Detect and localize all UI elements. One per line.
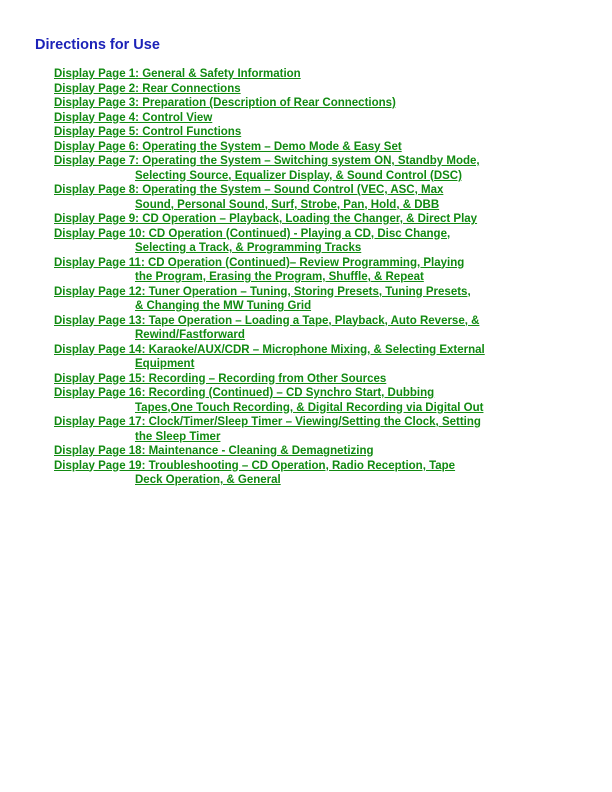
toc-link-text-continued: the Program, Erasing the Program, Shuffle, & Repeat xyxy=(135,271,424,283)
toc-link-text: Display Page 19: Troubleshooting – CD Operation, Radio Reception, Tape xyxy=(54,459,456,472)
toc-link-page-2[interactable] xyxy=(54,82,524,97)
toc-link-page-11[interactable] xyxy=(54,256,524,285)
toc-link-text-continued: Selecting a Track, & Programming Tracks xyxy=(135,242,362,254)
toc-link-page-13[interactable] xyxy=(54,314,524,343)
toc-link-text: Display Page 17: Clock/Timer/Sleep Timer – Viewing/Setting the Clock, Setting xyxy=(54,416,481,428)
toc-link-text: Display Page 18: Maintenance - Cleaning & Demagnetizing xyxy=(54,445,374,457)
toc-link-page-19[interactable] xyxy=(54,459,524,488)
toc-item-1 xyxy=(54,67,524,82)
toc-item-2 xyxy=(54,82,524,97)
toc-item-4 xyxy=(54,111,524,126)
toc-item-11 xyxy=(54,256,524,285)
toc-link-page-15[interactable] xyxy=(54,372,524,387)
toc-list xyxy=(54,67,524,488)
toc-item-8 xyxy=(54,183,524,212)
toc-link-page-9[interactable] xyxy=(54,212,524,227)
toc-link-text: Display Page 16: Recording (Continued) – CD Synchro Start, Dubbing xyxy=(54,387,435,399)
toc-link-text: Display Page 9: CD Operation – Playback, Loading the Changer, & Direct Play xyxy=(54,213,478,225)
toc-link-text: Display Page 2: Rear Connections xyxy=(54,82,241,95)
toc-link-text-continued: Selecting Source, Equalizer Display, & Sound Control (DSC) xyxy=(135,169,462,182)
toc-item-17 xyxy=(54,415,524,444)
toc-item-14 xyxy=(54,343,524,372)
toc-link-text-continued: Sound, Personal Sound, Surf, Strobe, Pan, Hold, & DBB xyxy=(135,198,440,211)
toc-link-page-4[interactable] xyxy=(54,111,524,126)
toc-link-page-18[interactable] xyxy=(54,444,524,459)
toc-link-text: Display Page 12: Tuner Operation – Tuning, Storing Presets, Tuning Presets, xyxy=(54,285,471,298)
toc-item-13 xyxy=(54,314,524,343)
toc-item-18 xyxy=(54,444,524,459)
toc-link-page-5[interactable] xyxy=(54,125,524,140)
toc-link-page-8[interactable] xyxy=(54,183,524,212)
toc-link-text-continued: the Sleep Timer xyxy=(135,430,221,443)
toc-link-text: Display Page 4: Control View xyxy=(54,111,213,124)
toc-link-page-7[interactable] xyxy=(54,154,524,183)
toc-link-page-16[interactable] xyxy=(54,386,524,415)
toc-link-text-continued: Equipment xyxy=(135,358,195,370)
toc-item-15 xyxy=(54,372,524,387)
toc-link-text: Display Page 3: Preparation (Description of Rear Connections) xyxy=(54,97,396,109)
toc-link-text-continued: Tapes,One Touch Recording, & Digital Recording via Digital Out xyxy=(135,401,484,414)
toc-item-10 xyxy=(54,227,524,256)
toc-link-text: Display Page 13: Tape Operation – Loading a Tape, Playback, Auto Reverse, & xyxy=(54,314,480,327)
toc-link-page-6[interactable] xyxy=(54,140,524,155)
toc-item-9 xyxy=(54,212,524,227)
toc-link-text: Display Page 5: Control Functions xyxy=(54,126,242,138)
toc-link-text: Display Page 8: Operating the System – Sound Control (VEC, ASC, Max xyxy=(54,184,444,196)
toc-link-page-10[interactable] xyxy=(54,227,524,256)
toc-link-text: Display Page 6: Operating the System – Demo Mode & Easy Set xyxy=(54,140,402,153)
toc-item-5 xyxy=(54,125,524,140)
toc-link-text: Display Page 10: CD Operation (Continued) - Playing a CD, Disc Change, xyxy=(54,227,451,240)
toc-link-page-14[interactable] xyxy=(54,343,524,372)
toc-link-text-continued: Rewind/Fastforward xyxy=(135,329,245,341)
toc-link-text: Display Page 11: CD Operation (Continued)– Review Programming, Playing xyxy=(54,256,465,269)
toc-link-text: Display Page 14: Karaoke/AUX/CDR – Microphone Mixing, & Selecting External xyxy=(54,343,485,356)
toc-item-16 xyxy=(54,386,524,415)
toc-link-text: Display Page 15: Recording – Recording from Other Sources xyxy=(54,372,387,385)
toc-item-19 xyxy=(54,459,524,488)
toc-link-page-17[interactable] xyxy=(54,415,524,444)
toc-link-page-1[interactable] xyxy=(54,67,524,82)
toc-link-text-continued: Deck Operation, & General xyxy=(135,474,281,486)
toc-link-text: Display Page 7: Operating the System – Switching system ON, Standby Mode, xyxy=(54,155,480,167)
toc-link-page-3[interactable] xyxy=(54,96,524,111)
toc-link-text: Display Page 1: General & Safety Information xyxy=(54,68,301,80)
toc-link-text-continued: & Changing the MW Tuning Grid xyxy=(135,300,312,312)
page-title: Directions for Use xyxy=(35,37,160,53)
toc-item-7 xyxy=(54,154,524,183)
toc-item-3 xyxy=(54,96,524,111)
toc-link-page-12[interactable] xyxy=(54,285,524,314)
toc-item-12 xyxy=(54,285,524,314)
toc-item-6 xyxy=(54,140,524,155)
